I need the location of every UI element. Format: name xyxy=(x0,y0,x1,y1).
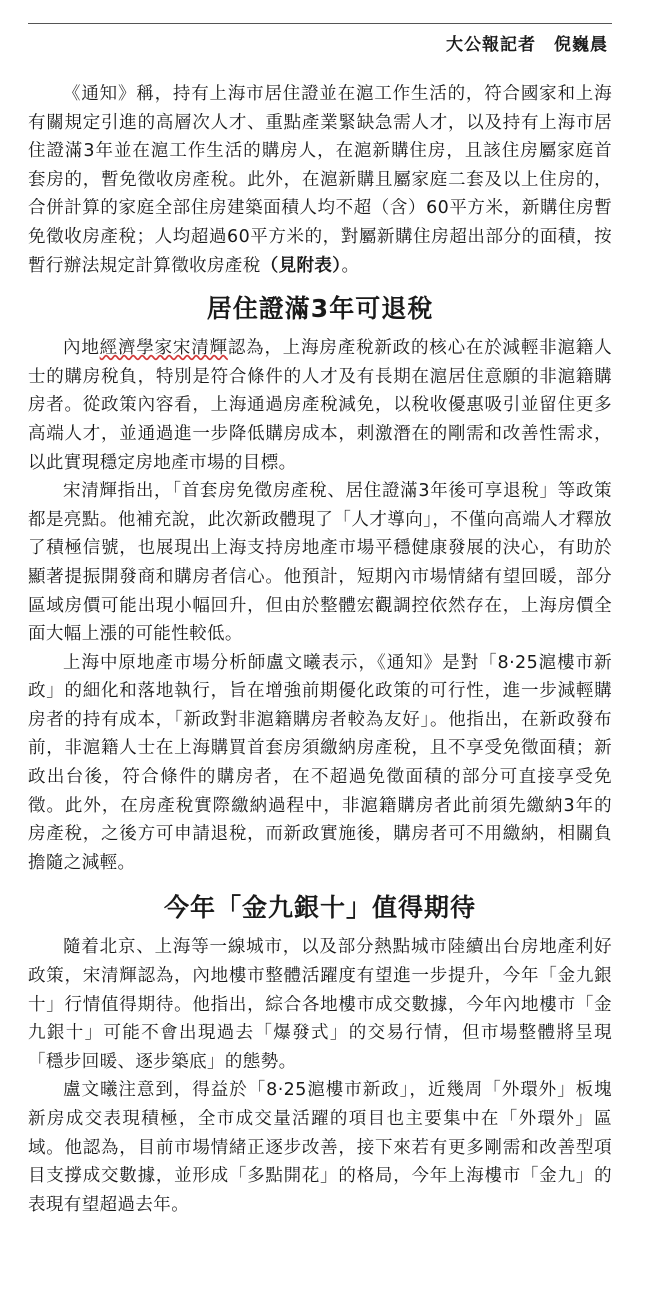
paragraph-market-outlook: 隨着北京、上海等一線城市，以及部分熱點城市陸續出台房地產利好政策，宋清輝認為，內地樓市整體活躍度有望進一步提升，今年「金九銀十」行情值得期待。他指出，綜合各地樓市成交數據，今年內地樓市「金九銀十」可能不會出現過去「爆發式」的交易行情，但市場整體將呈現「穩步回暖、逐步築底」的態勢。 xyxy=(28,937,612,1072)
paragraph-economist-text: 認為，上海房產稅新政的核心在於減輕非滬籍人士的購房稅負，特別是符合條件的人才及有長期在滬居住意願的非滬籍購房者。從政策內容看，上海通過房產稅減免，以稅收優惠吸引並留住更多高端人才，並通過進一步降低購房成本，刺激潛在的剛需和改善性需求，以此實現穩定房地產市場的目標。 xyxy=(28,338,612,473)
economist-name-marked: 經濟學家宋清輝 xyxy=(99,338,228,359)
paragraph-notice xyxy=(28,80,612,280)
top-divider xyxy=(28,23,612,24)
paragraph-outer-ring: 盧文曦注意到，得益於「8·25滬樓市新政」，近幾周「外環外」板塊新房成交表現積極，全市成交量活躍的項目也主要集中在「外環外」區域。他認為，目前市場情緒正逐步改善，接下來若有更多剛需和改善型項目支撐成交數據，並形成「多點開花」的格局，今年上海樓市「金九」的表現有望超過去年。 xyxy=(28,1080,612,1215)
paragraph-policy-highlights: 宋清輝指出，「首套房免徵房產稅、居住證滿3年後可享退稅」等政策都是亮點。他補充說，此次新政體現了「人才導向」，不僅向高端人才釋放了積極信號，也展現出上海支持房地產市場平穩健康發展的決心，有助於顯著提振開發商和購房者信心。他預計，短期內市場情緒有望回暖，部分區域房價可能出現小幅回升，但由於整體宏觀調控依然存在，上海房價全面大幅上漲的可能性較低。 xyxy=(28,481,612,645)
paragraph-economist-view xyxy=(28,334,612,477)
paragraph-notice-end: 。 xyxy=(341,255,360,276)
section-heading-golden-season: 今年「金九銀十」值得期待 xyxy=(163,893,476,923)
paragraph-notice-text: 《通知》稱，持有上海市居住證並在滬工作生活的，符合國家和上海有關規定引進的高層次人才、重點產業緊缺急需人才，以及持有上海市居住證滿3年並在滬工作生活的購房人，在滬新購住房，且該住房屬家庭首套房的，暫免徵收房產稅。此外，在滬新購且屬家庭二套及以上住房的，合併計算的家庭全部住房建築面積人均不超（含）60平方米，新購住房暫免徵收房產稅；人均超過60平方米的，對屬新購住房超出部分的面積，按暫行辦法規定計算徵收房產稅 xyxy=(28,84,612,276)
byline: 大公報記者 倪巍晨 xyxy=(446,35,608,55)
see-table-note: （見附表） xyxy=(260,255,342,276)
section-heading-residence-permit: 居住證滿3年可退稅 xyxy=(206,294,434,324)
paragraph-economist-lead: 內地 xyxy=(63,338,100,359)
article-body xyxy=(28,80,612,1219)
paragraph-analyst-view: 上海中原地產市場分析師盧文曦表示，《通知》是對「8·25滬樓市新政」的細化和落地執行，旨在增強前期優化政策的可行性，進一步減輕購房者的持有成本，「新政對非滬籍購房者較為友好」。他指出，在新政發布前，非滬籍人士在上海購買首套房須繳納房產稅，且不享受免徵面積；新政出台後，符合條件的購房者，在不超過免徵面積的部分可直接享受免徵。此外，在房產稅實際繳納過程中，非滬籍購房者此前須先繳納3年的房產稅，之後方可申請退稅，而新政實施後，購房者可不用繳納，相關負擔隨之減輕。 xyxy=(28,652,612,873)
